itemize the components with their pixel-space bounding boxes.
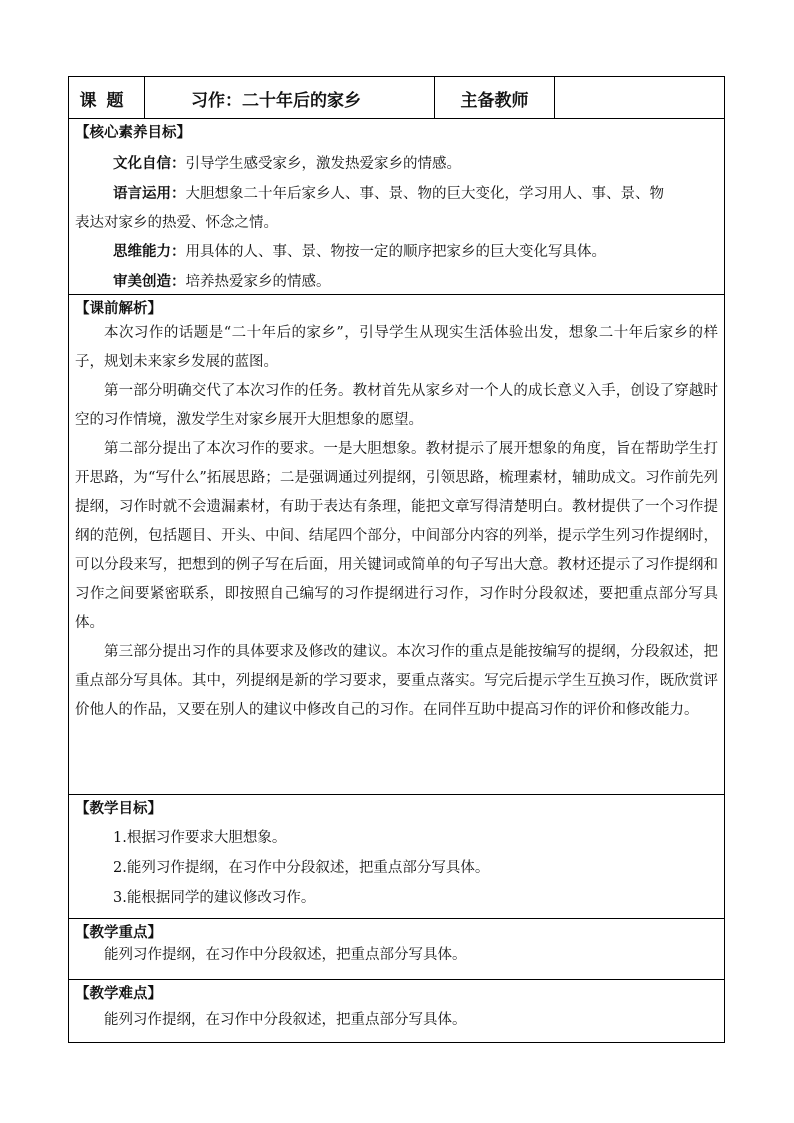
header-row <box>69 77 724 119</box>
objectives-section <box>69 795 724 919</box>
lesson-plan-table <box>68 76 725 1043</box>
core-goals-section <box>69 119 724 295</box>
teacher-value <box>555 77 724 119</box>
objective-item: 3.能根据同学的建议修改习作。 <box>113 890 316 906</box>
goal-text: 培养热爱家乡的情感。 <box>185 274 331 290</box>
lesson-title: 习作：二十年后的家乡 <box>145 77 435 119</box>
analysis-paragraph: 第三部分提出习作的具体要求及修改的建议。本次习作的重点是能按编写的提纲，分段叙述，把重点部分写具体。其中，列提纲是新的学习要求，要重点落实。写完后提示学生互换习作，既欣赏评价他人的作品，又要在别人的建议中修改自己的习作。在同伴互助中提高习作的评价和修改能力。 <box>75 644 718 718</box>
goal-label: 审美创造： <box>113 273 186 290</box>
core-goals-heading: 【核心素养目标】 <box>75 124 191 141</box>
analysis-heading: 【课前解析】 <box>75 300 162 317</box>
goal-item <box>75 237 718 267</box>
analysis-paragraph: 第一部分明确交代了本次习作的任务。教材首先从家乡对一个人的成长意义入手，创设了穿越时空的习作情境，激发学生对家乡展开大胆想象的愿望。 <box>75 383 718 428</box>
goal-text: 用具体的人、事、景、物按一定的顺序把家乡的巨大变化写具体。 <box>185 244 606 260</box>
goal-item <box>75 149 718 179</box>
goal-item <box>75 179 718 209</box>
key-points-heading: 【教学重点】 <box>75 924 162 941</box>
goal-item <box>75 267 718 297</box>
difficulties-text: 能列习作提纲，在习作中分段叙述，把重点部分写具体。 <box>104 1012 467 1028</box>
teacher-label: 主备教师 <box>435 77 555 119</box>
key-points-section <box>69 919 724 980</box>
analysis-section <box>69 295 724 795</box>
subject-label: 课题 <box>69 77 145 119</box>
difficulties-section <box>69 980 724 1042</box>
goal-label: 思维能力： <box>113 243 186 260</box>
objective-item: 2.能列习作提纲，在习作中分段叙述，把重点部分写具体。 <box>113 860 490 876</box>
objective-item: 1.根据习作要求大胆想象。 <box>113 830 287 846</box>
goal-text: 引导学生感受家乡，激发热爱家乡的情感。 <box>185 156 461 172</box>
analysis-paragraph: 本次习作的话题是“二十年后的家乡”，引导学生从现实生活体验出发，想象二十年后家乡的样子，规划未来家乡发展的蓝图。 <box>75 325 718 370</box>
goal-label: 语言运用： <box>113 185 186 202</box>
objectives-heading: 【教学目标】 <box>75 800 162 817</box>
difficulties-heading: 【教学难点】 <box>75 985 162 1002</box>
key-points-text: 能列习作提纲，在习作中分段叙述，把重点部分写具体。 <box>104 947 467 963</box>
goal-text: 大胆想象二十年后家乡人、事、景、物的巨大变化，学习用人、事、景、物 <box>185 186 664 202</box>
goal-continuation: 表达对家乡的热爱、怀念之情。 <box>75 215 278 231</box>
analysis-paragraph: 第二部分提出了本次习作的要求。一是大胆想象。教材提示了展开想象的角度，旨在帮助学生打开思路，为“写什么”拓展思路；二是强调通过列提纲，引领思路，梳理素材，辅助成文。习作前先列提纲，习作时就不会遗漏素材，有助于表达有条理，能把文章写得清楚明白。教材提供了一个习作提纲的范例，包括题目、开头、中间、结尾四个部分，中间部分内容的列举，提示学生列习作提纲时，可以分段来写，把想到的例子写在后面，用关键词或简单的句子写出大意。教材还提示了习作提纲和习作之间要紧密联系，即按照自己编写的习作提纲进行习作，习作时分段叙述，要把重点部分写具体。 <box>75 441 718 631</box>
goal-label: 文化自信： <box>113 155 186 172</box>
